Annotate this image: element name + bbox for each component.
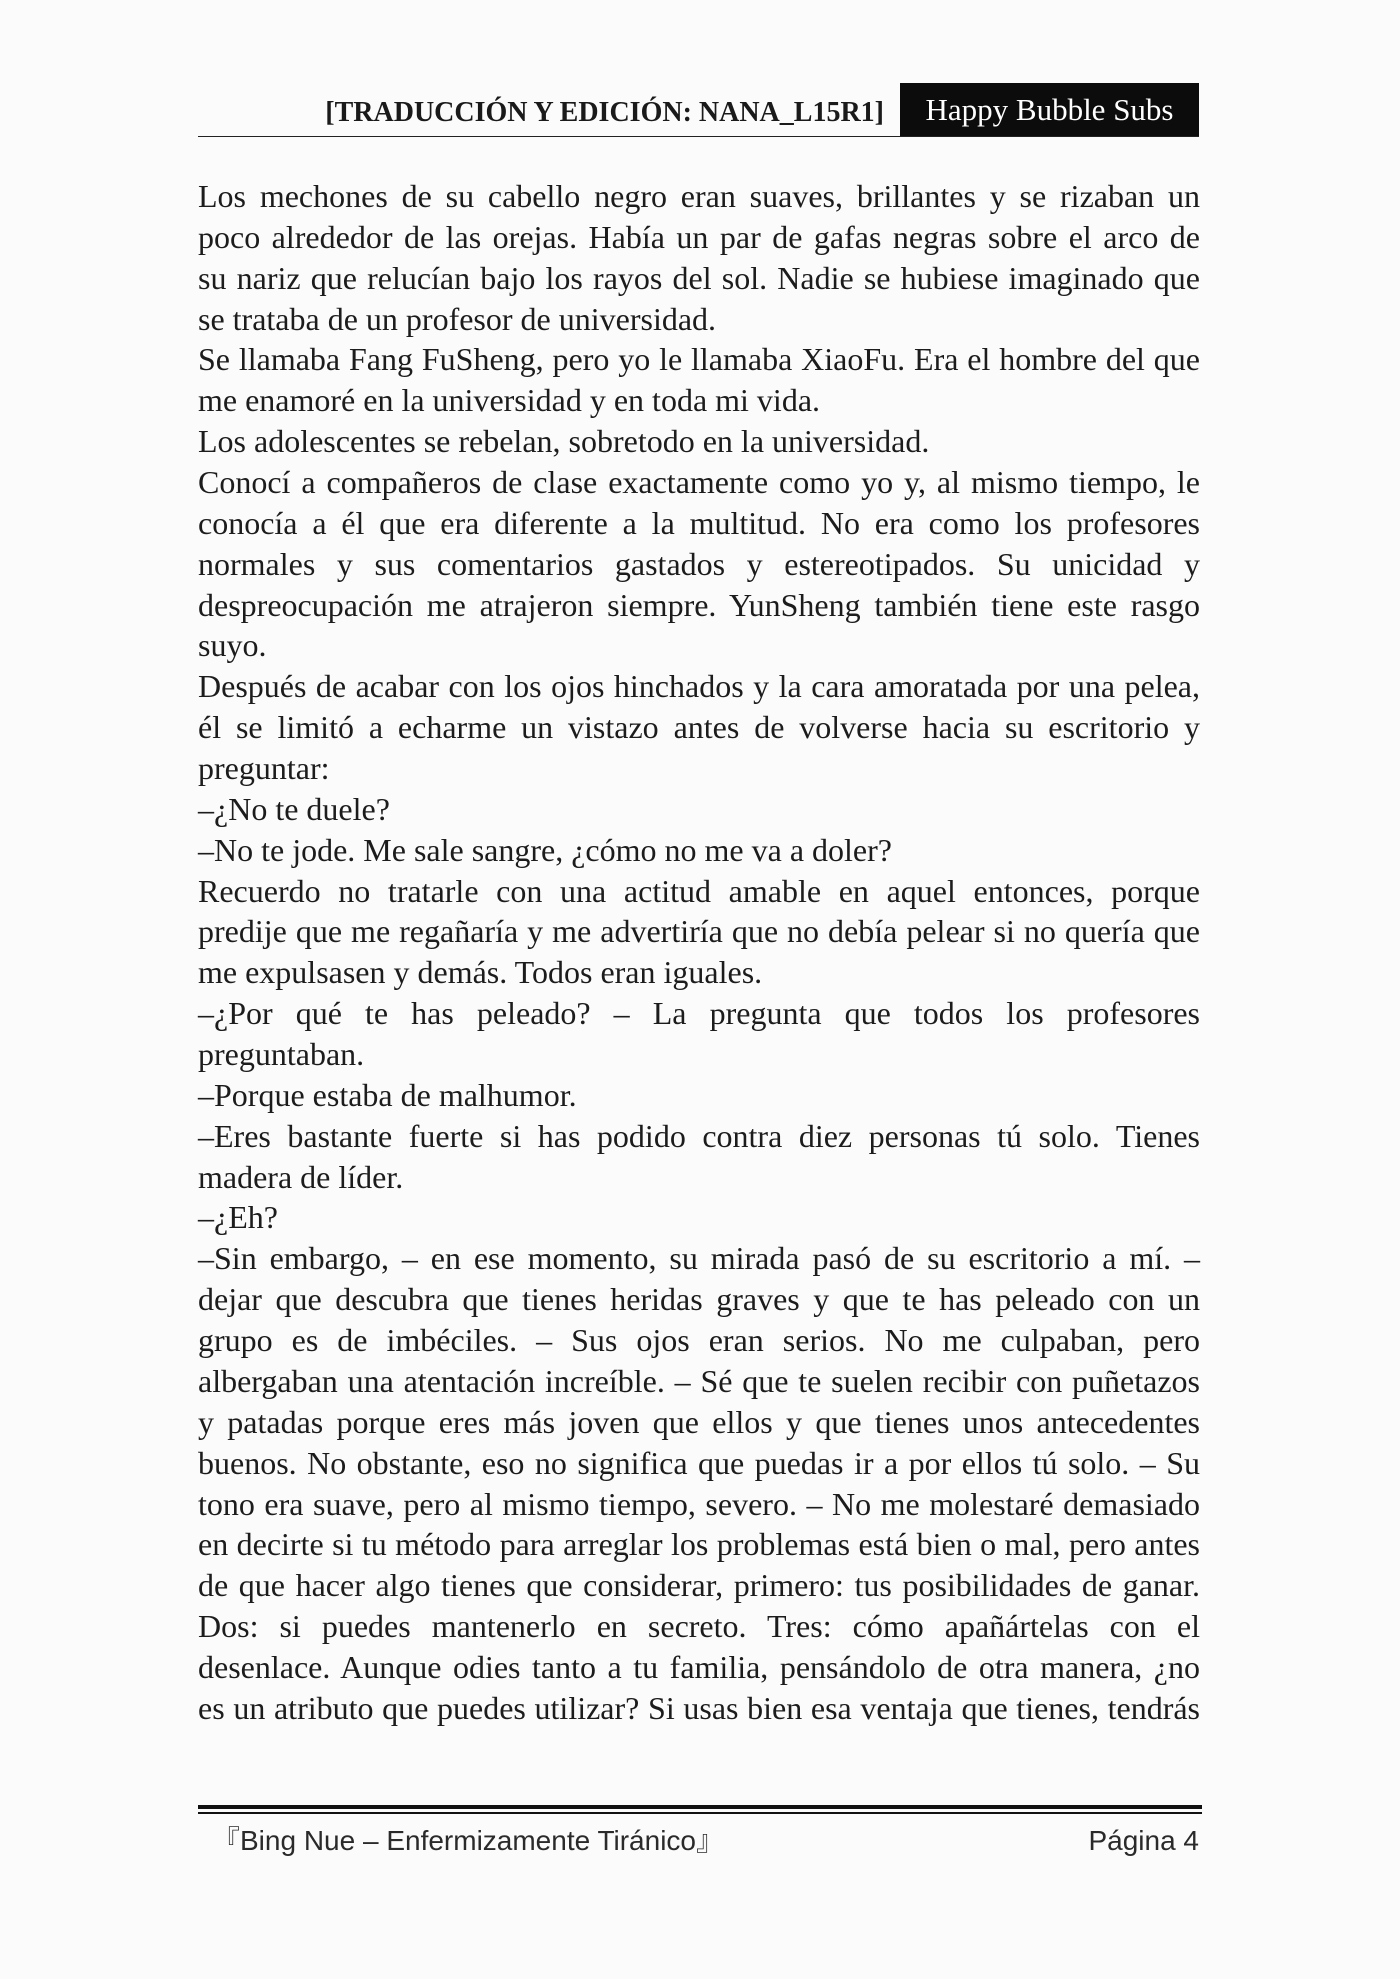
text-line: Dos: si puedes mantenerlo en secreto. Tres: cómo apañártelas con el [198,1608,1200,1645]
text-line: –Eres bastante fuerte si has podido contra diez personas tú solo. Tienes [198,1117,1200,1154]
text-line: madera de líder. [198,1158,404,1195]
text-line: él se limitó a echarme un vistazo antes de volverse hacia su escritorio y [198,709,1200,746]
paragraph [198,421,1200,462]
paragraph [198,1075,1200,1116]
text-line: Recuerdo no tratarle con una actitud amable en aquel entonces, porque [198,872,1200,909]
text-line: –No te jode. Me sale sangre, ¿cómo no me va a doler? [198,831,892,868]
text-line: poco alrededor de las orejas. Había un par de gafas negras sobre el arco de [198,218,1200,255]
text-line: y patadas porque eres más joven que ellos y que tienes unos antecedentes [198,1403,1200,1440]
text-line: suyo. [198,627,267,664]
text-line: Se llamaba Fang FuSheng, pero yo le llamaba XiaoFu. Era el hombre del que [198,341,1200,378]
text-line: tono era suave, pero al mismo tiempo, severo. – No me molestaré demasiado [198,1485,1200,1522]
paragraph [198,339,1200,421]
text-line: predije que me regañaría y me advertiría que no debía pelear si no quería que [198,913,1200,950]
text-line: preguntaban. [198,1036,365,1073]
text-line: me expulsasen y demás. Todos eran iguales. [198,954,763,991]
header-rule [198,136,1199,138]
text-line: preguntar: [198,750,330,787]
paragraph [198,1238,1200,1728]
text-line: Conocí a compañeros de clase exactamente como yo y, al mismo tiempo, le [198,464,1200,501]
text-line: en decirte si tu método para arreglar los problemas está bien o mal, pero antes [198,1526,1200,1563]
paragraph [198,789,1200,830]
text-line: Los mechones de su cabello negro eran suaves, brillantes y se rizaban un [198,178,1200,214]
text-line: Después de acabar con los ojos hinchados y la cara amoratada por una pelea, [198,668,1200,705]
text-line: es un atributo que puedes utilizar? Si usas bien esa ventaja que tienes, tendrás [198,1689,1200,1726]
group-badge-label: Happy Bubble Subs [925,91,1174,127]
group-badge [900,83,1199,136]
text-line: –¿No te duele? [198,790,390,827]
text-line: –Sin embargo, – en ese momento, su mirada pasó de su escritorio a mí. – [198,1240,1200,1277]
paragraph [198,176,1200,339]
text-line: dejar que descubra que tienes heridas graves y que te has peleado con un [198,1281,1200,1318]
text-line: albergaban una atentación increíble. – Sé que te suelen recibir con puñetazos [198,1362,1200,1399]
page-body [198,176,1200,1729]
paragraph [198,666,1200,789]
text-line: se trataba de un profesor de universidad. [198,300,717,337]
paragraph [198,830,1200,871]
paragraph [198,1197,1200,1238]
text-line: buenos. No obstante, eso no significa que puedas ir a por ellos tú solo. – Su [198,1444,1200,1481]
text-line: –¿Por qué te has peleado? – La pregunta que todos los profesores [198,995,1200,1032]
text-line: de que hacer algo tienes que considerar, primero: tus posibilidades de ganar. [198,1567,1200,1604]
text-line: su nariz que relucían bajo los rayos del sol. Nadie se hubiese imaginado que [198,259,1200,296]
text-line: –Porque estaba de malhumor. [198,1076,577,1113]
text-line: normales y sus comentarios gastados y estereotipados. Su unicidad y [198,545,1200,582]
footer-rule-thin [198,1812,1202,1814]
paragraph [198,462,1200,666]
text-line: grupo es de imbéciles. – Sus ojos eran serios. No me culpaban, pero [198,1322,1200,1359]
text-line: me enamoré en la universidad y en toda mi vida. [198,382,821,419]
footer-rule-thick [198,1805,1202,1809]
text-line: –¿Eh? [198,1199,278,1236]
text-line: desenlace. Aunque odies tanto a tu familia, pensándolo de otra manera, ¿no [198,1648,1200,1685]
page-number: Página 4 [1088,1825,1199,1856]
paragraph [198,1116,1200,1198]
text-line: despreocupación me atrajeron siempre. YunSheng también tiene este rasgo [198,586,1200,623]
paragraph [198,993,1200,1075]
text-line: conocía a él que era diferente a la multitud. No era como los profesores [198,504,1200,541]
header-credit: [TRADUCCIÓN Y EDICIÓN: NANA_L15R1] [325,97,884,128]
paragraph [198,871,1200,994]
footer-book-title: 『Bing Nue – Enfermizamente Tiránico』 [212,1825,724,1856]
text-line: Los adolescentes se rebelan, sobretodo en la universidad. [198,423,930,460]
